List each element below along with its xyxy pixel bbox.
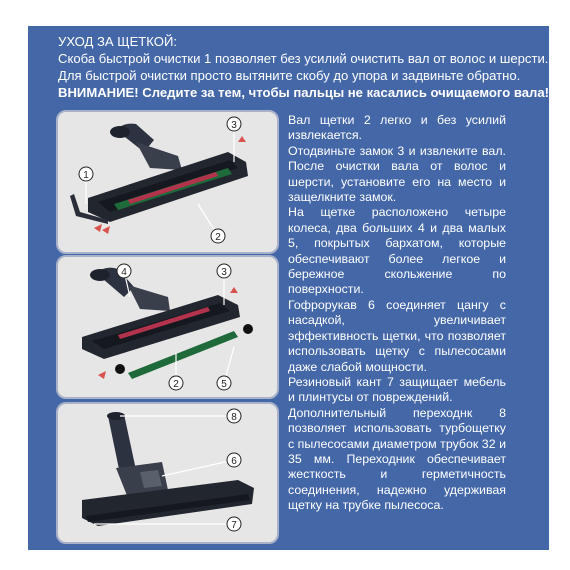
- callout-3b: 3: [221, 267, 227, 278]
- brush-illustration-1: [58, 112, 277, 252]
- callout-1: 1: [83, 170, 89, 181]
- callout-3: 3: [231, 120, 237, 131]
- section-heading: УХОД ЗА ЩЕТКОЙ:: [58, 34, 178, 49]
- paragraph-hose: Гофрорукав 6 соединяет цангу с насадкой, увеличивает эффективность щетки, что позволяет использовать щетку с пылесосами даже слабой мощности.: [288, 297, 506, 374]
- paragraph-rubber-edge: Резиновый кант 7 защищает мебель и плинтусы от повреждений.: [288, 374, 506, 405]
- callout-5: 5: [221, 379, 227, 390]
- paragraph-roller: Вал щетки 2 легко и без усилий извлекается.: [288, 113, 506, 143]
- intro-line-2: Для быстрой очистки просто вытяните скобу до упора и задвиньте обратно.: [58, 68, 521, 83]
- warning-text: ВНИМАНИЕ! Следите за тем, чтобы пальцы не касались очищаемого вала!: [58, 85, 549, 100]
- brush-illustration-2: [58, 257, 277, 397]
- photo-brush-roller-removed: [56, 255, 279, 399]
- intro-line-1: Скоба быстрой очистки 1 позволяет без усилий очистить вал от волос и шерсти.: [58, 51, 549, 66]
- callout-8: 8: [231, 412, 237, 423]
- photo-brush-adapter: [56, 402, 279, 544]
- callout-6: 6: [231, 456, 237, 467]
- paragraph-wheels: На щетке расположено четыре колеса, два больших 4 и два малых 5, покрытых бархатом, которые обеспечивают более легкое и бережное скольжение по поверхности.: [288, 205, 506, 297]
- callout-4: 4: [121, 267, 127, 278]
- paragraph-adapter: Дополнительный переходнк 8 позволяет использовать турбощетку с пылесосами диаметром трубок 32 и 35 мм. Переходник обеспечивает жесткость и герметичность соединения, надежно удерживая щетку на трубке пылесоса.: [288, 405, 506, 513]
- callout-7: 7: [231, 520, 237, 531]
- description-text: [288, 113, 506, 514]
- callout-2b: 2: [173, 379, 179, 390]
- photo-brush-cleaning-bracket: [56, 110, 279, 254]
- intro-block: [58, 33, 549, 101]
- paragraph-lock: Отодвиньте замок 3 и извлеките вал. После очистки вала от волос и шерсти, установите его на место и защелкните замок.: [288, 143, 506, 205]
- callout-2: 2: [215, 232, 221, 243]
- brush-illustration-3: [58, 404, 277, 542]
